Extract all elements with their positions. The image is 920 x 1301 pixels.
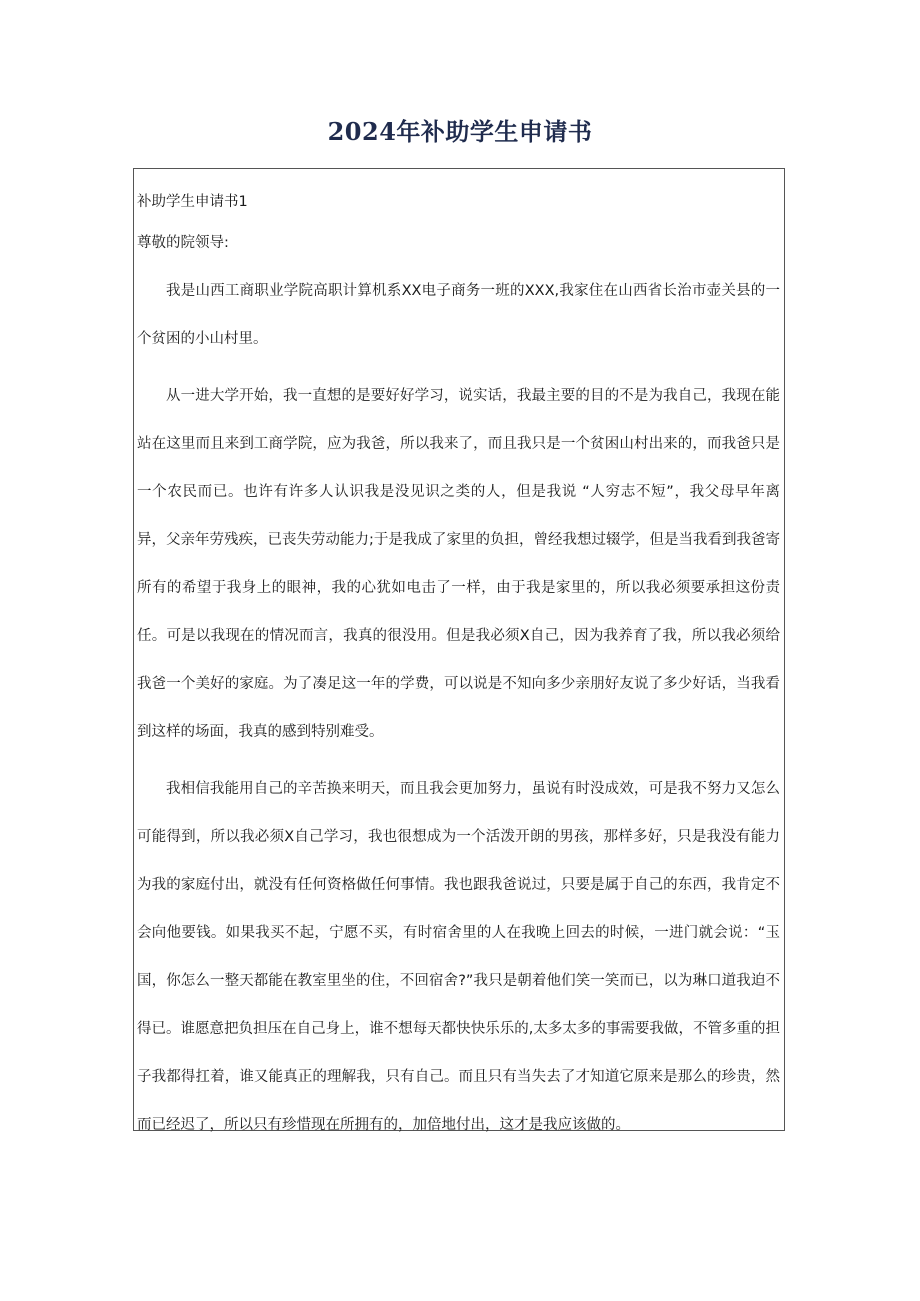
letter-salutation: 尊敬的院领导: [137, 235, 229, 251]
letter-heading: 补助学生申请书1 [137, 194, 248, 210]
letter-paragraph: 从一进大学开始，我一直想的是要好好学习，说实话，我最主要的目的不是为我自己，我现在能站在这里而且来到工商学院，应为我爸，所以我来了，而且我只是一个贫困山村出来的，而我爸只是一个农民而已。也许有许多人认识我是没见识之类的人，但是我说 “人穷志不短”，我父母早年离异，父亲年劳残疾，已丧失劳动能力;于是我成了家里的负担，曾经我想过辍学，但是当我看到我爸寄所有的希望于我身上的眼神，我的心犹如电击了一样，由于我是家里的，所以我必须要承担这份责任。可是以我现在的情况而言，我真的很没用。但是我必须X自己，因为我养育了我，所以我必须给我爸一个美好的家庭。为了凑足这一年的学费，可以说是不知向多少亲朋好友说了多少好话，当我看到这样的场面，我真的感到特别难受。 [137, 388, 780, 740]
letter-content-box [133, 168, 785, 1131]
letter-paragraph: 我相信我能用自己的辛苦换来明天，而且我会更加努力，虽说有时没成效，可是我不努力又怎么可能得到，所以我必须X自己学习，我也很想成为一个活泼开朗的男孩，那样多好，只是我没有能力为我的家庭付出，就没有任何资格做任何事情。我也跟我爸说过，只要是属于自己的东西，我肯定不会向他要钱。如果我买不起，宁愿不买，有时宿舍里的人在我晚上回去的时候，一进门就会说：“玉国，你怎么一整天都能在教室里坐的住，不回宿舍?”我只是朝着他们笑一笑而已，以为琳口道我迫不得已。谁愿意把负担压在自己身上，谁不想每天都快快乐乐的,太多太多的事需要我做，不管多重的担子我都得扛着，谁又能真正的理解我，只有自己。而且只有当失去了才知道它原来是那么的珍贵，然而已经迟了，所以只有珍惜现在所拥有的，加倍地付出，这才是我应该做的。 [137, 781, 780, 1133]
letter-paragraph: 我是山西工商职业学院高职计算机系XX电子商务一班的XXX,我家住在山西省长治市壶关县的一个贫困的小山村里。 [137, 283, 780, 347]
document-title: 2024年补助学生申请书 [327, 117, 593, 146]
